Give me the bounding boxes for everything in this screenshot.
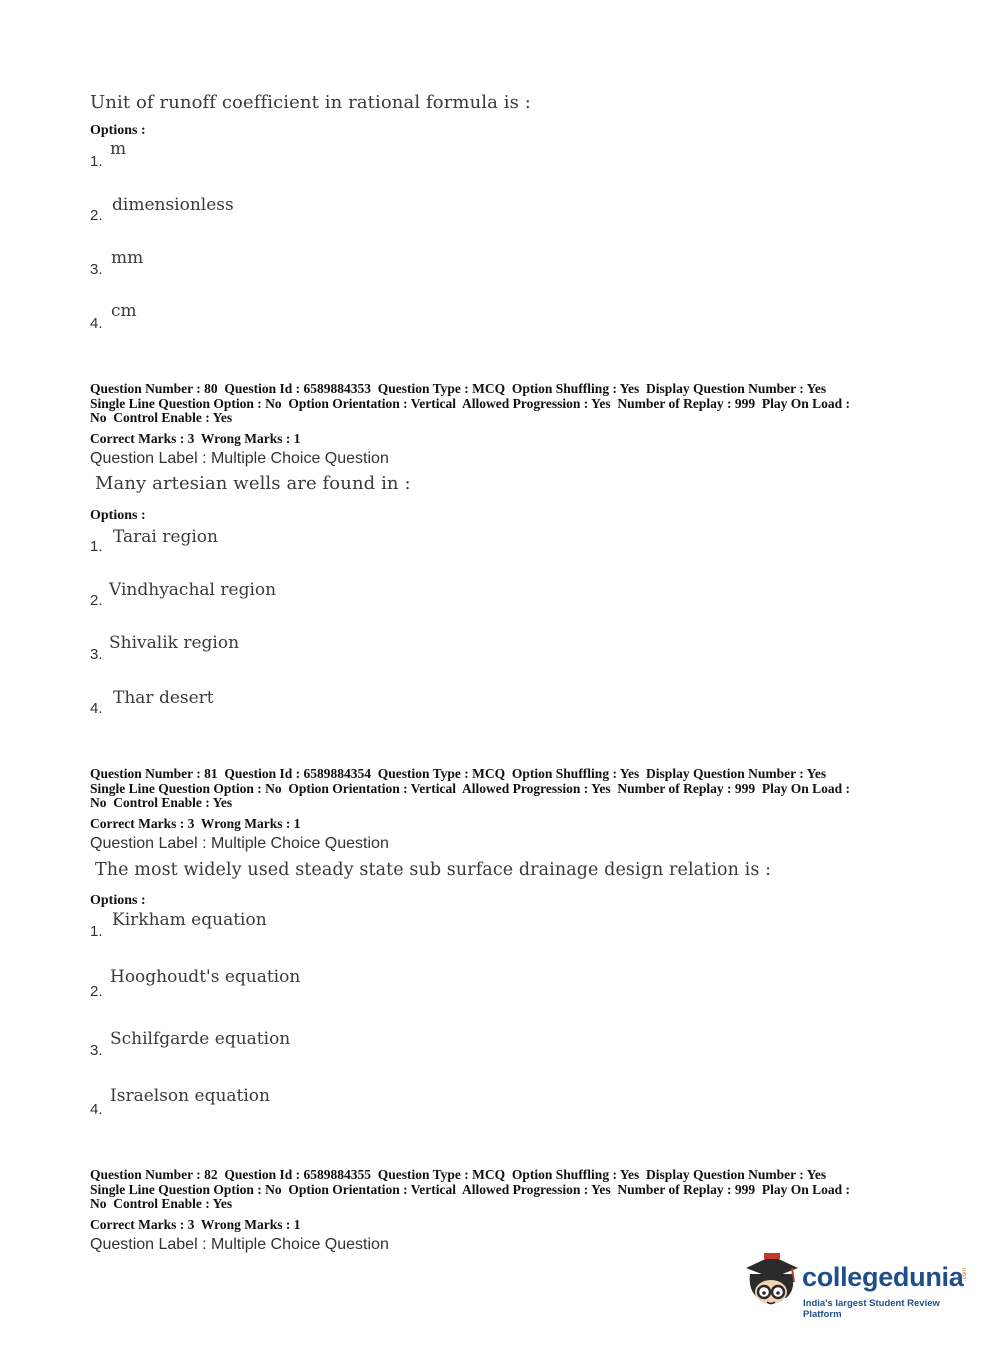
q80-meta-line-2: Single Line Question Option : No Option Orientation : Vertical Allowed Progression : Yes Number of Replay : 999 Play On Load :: [90, 396, 851, 411]
q80-option-2-text: Vindhyachal region: [109, 580, 277, 600]
q80-meta-line-3: No Control Enable : Yes: [90, 410, 233, 425]
q82-meta-line-1: Question Number : 82 Question Id : 6589884355 Question Type : MCQ Option Shuffling : Yes Display Question Number : Yes: [90, 1167, 827, 1182]
q81-meta-line-1: Question Number : 81 Question Id : 6589884354 Question Type : MCQ Option Shuffling : Yes Display Question Number : Yes: [90, 766, 827, 781]
q80-option-1-text: Tarai region: [113, 527, 218, 547]
q81-option-1-num: 1.: [90, 923, 103, 940]
logo-dot-com: .com: [962, 1268, 968, 1282]
q81-marks: Correct Marks : 3 Wrong Marks : 1: [90, 816, 301, 831]
q79-option-2-text: dimensionless: [112, 195, 234, 215]
q79-option-3-text: mm: [111, 248, 144, 268]
q80-option-4-text: Thar desert: [113, 688, 214, 708]
q81-option-3-num: 3.: [90, 1042, 103, 1059]
q80-meta-line-1: Question Number : 80 Question Id : 6589884353 Question Type : MCQ Option Shuffling : Yes Display Question Number : Yes: [90, 381, 827, 396]
q82-marks: Correct Marks : 3 Wrong Marks : 1: [90, 1217, 301, 1232]
q80-option-3-num: 3.: [90, 646, 103, 663]
q81-question-text: The most widely used steady state sub surface drainage design relation is :: [95, 860, 772, 880]
mascot-graduate-icon: [740, 1250, 802, 1312]
q80-option-2-num: 2.: [90, 592, 103, 609]
q81-option-4-num: 4.: [90, 1101, 103, 1118]
q79-option-1-num: 1.: [90, 153, 103, 170]
logo-tagline: India's largest Student Review Platform: [803, 1298, 940, 1320]
q82-question-label: Question Label : Multiple Choice Question: [90, 1236, 389, 1253]
q79-option-4-text: cm: [111, 301, 137, 321]
q79-question-text: Unit of runoff coefficient in rational formula is :: [90, 92, 531, 113]
q81-option-2-num: 2.: [90, 983, 103, 1000]
q80-question-text: Many artesian wells are found in :: [95, 473, 411, 494]
logo-brand-name: collegedunia: [802, 1262, 964, 1292]
q81-meta-line-3: No Control Enable : Yes: [90, 795, 233, 810]
q81-option-3-text: Schilfgarde equation: [110, 1029, 291, 1049]
q79-option-3-num: 3.: [90, 261, 103, 278]
collegedunia-logo: [740, 1250, 970, 1320]
q81-question-label: Question Label : Multiple Choice Question: [90, 835, 389, 852]
q79-option-1-text: m: [110, 139, 127, 159]
q82-meta-line-3: No Control Enable : Yes: [90, 1196, 233, 1211]
q81-option-4-text: Israelson equation: [110, 1086, 270, 1106]
q80-question-label: Question Label : Multiple Choice Question: [90, 450, 389, 467]
q81-option-1-text: Kirkham equation: [112, 910, 267, 930]
q79-options-label: Options :: [90, 123, 146, 138]
q80-option-4-num: 4.: [90, 700, 103, 717]
q80-option-1-num: 1.: [90, 538, 103, 555]
q82-meta-line-2: Single Line Question Option : No Option Orientation : Vertical Allowed Progression : Yes Number of Replay : 999 Play On Load :: [90, 1182, 851, 1197]
q80-option-3-text: Shivalik region: [109, 633, 240, 653]
q80-options-label: Options :: [90, 508, 146, 523]
q81-meta-line-2: Single Line Question Option : No Option Orientation : Vertical Allowed Progression : Yes Number of Replay : 999 Play On Load :: [90, 781, 851, 796]
q81-option-2-text: Hooghoudt's equation: [110, 967, 301, 987]
q79-option-2-num: 2.: [90, 207, 103, 224]
q79-option-4-num: 4.: [90, 315, 103, 332]
q80-marks: Correct Marks : 3 Wrong Marks : 1: [90, 431, 301, 446]
q81-options-label: Options :: [90, 893, 146, 908]
